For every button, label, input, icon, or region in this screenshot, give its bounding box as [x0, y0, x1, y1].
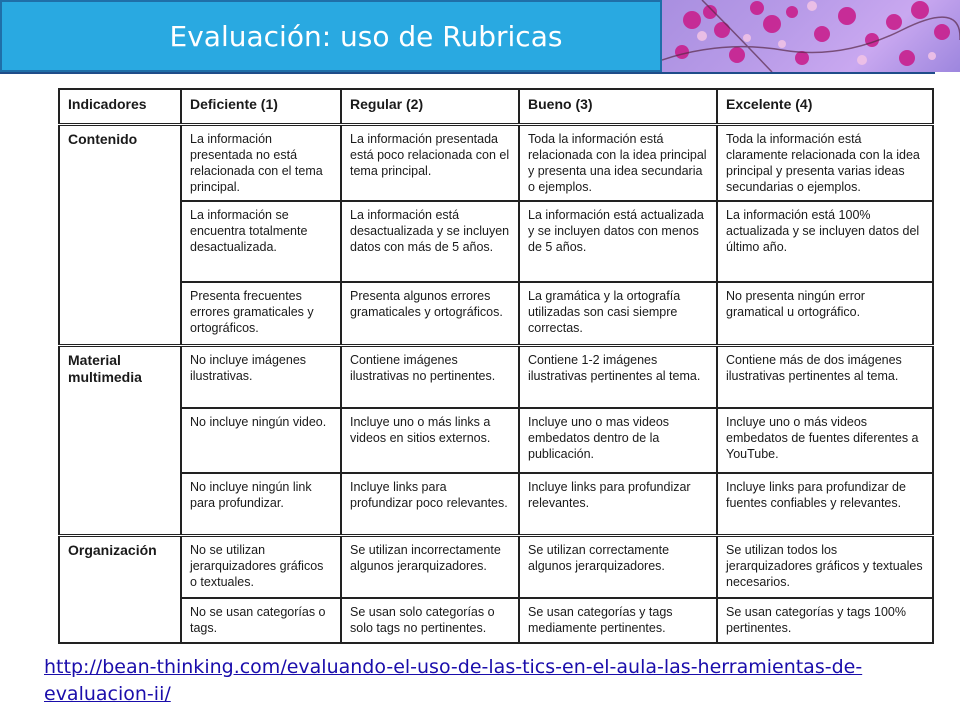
table-cell: Incluye uno o mas videos embedatos dentro de la publicación.: [519, 408, 717, 473]
table-cell: Contiene 1-2 imágenes ilustrativas pertinentes al tema.: [519, 345, 717, 408]
table-cell: No incluye ningún video.: [181, 408, 341, 473]
table-row: [59, 282, 933, 345]
table-row: [59, 345, 933, 408]
table-cell: La gramática y la ortografía utilizadas son casi siempre correctas.: [519, 282, 717, 345]
table-row: [59, 201, 933, 282]
table-cell: Presenta frecuentes errores gramaticales y ortográficos.: [181, 282, 341, 345]
source-link[interactable]: http://bean-thinking.com/evaluando-el-uso-de-las-tics-en-el-aula-las-herramientas-de-evaluacion-ii/: [44, 656, 863, 705]
table-cell: Contiene más de dos imágenes ilustrativas pertinentes al tema.: [717, 345, 933, 408]
table-cell: La información se encuentra totalmente desactualizada.: [181, 201, 341, 282]
table-row: [59, 473, 933, 536]
table-cell: La información está actualizada y se incluyen datos con menos de 5 años.: [519, 201, 717, 282]
table-cell: Contiene imágenes ilustrativas no pertinentes.: [341, 345, 519, 408]
table-cell: Incluye links para profundizar poco relevantes.: [341, 473, 519, 536]
header-excelente: Excelente (4): [717, 89, 933, 125]
table-cell: Se utilizan todos los jerarquizadores gráficos y textuales necesarios.: [717, 536, 933, 599]
header-deficiente: Deficiente (1): [181, 89, 341, 125]
table-cell: Incluye links para profundizar relevantes.: [519, 473, 717, 536]
table-cell: No incluye imágenes ilustrativas.: [181, 345, 341, 408]
header-bueno: Bueno (3): [519, 89, 717, 125]
slide-title: Evaluación: uso de Rubricas: [169, 19, 563, 53]
table-cell: Se usan categorías y tags mediamente pertinentes.: [519, 598, 717, 643]
table-cell: Se utilizan correctamente algunos jerarquizadores.: [519, 536, 717, 599]
table-cell: Toda la información está relacionada con la idea principal y presenta una idea secundaria o ejemplos.: [519, 125, 717, 202]
table-cell: Se utilizan incorrectamente algunos jerarquizadores.: [341, 536, 519, 599]
table-cell: Incluye uno o más links a videos en sitios externos.: [341, 408, 519, 473]
title-bar: [0, 0, 662, 72]
table-cell: No incluye ningún link para profundizar.: [181, 473, 341, 536]
title-underline: [0, 72, 935, 74]
indicator-material-multimedia: Material multimedia: [59, 345, 181, 535]
header-regular: Regular (2): [341, 89, 519, 125]
rubric-table: [58, 88, 934, 644]
indicator-organizacion: Organización: [59, 536, 181, 643]
table-cell: Se usan solo categorías o solo tags no pertinentes.: [341, 598, 519, 643]
table-cell: La información está 100% actualizada y se incluyen datos del último año.: [717, 201, 933, 282]
table-row: [59, 598, 933, 643]
table-cell: Presenta algunos errores gramaticales y ortográficos.: [341, 282, 519, 345]
flower-image: [662, 0, 960, 72]
table-cell: Incluye links para profundizar de fuentes confiables y relevantes.: [717, 473, 933, 536]
table-cell: No se utilizan jerarquizadores gráficos o textuales.: [181, 536, 341, 599]
table-cell: La información está desactualizada y se incluyen datos con más de 5 años.: [341, 201, 519, 282]
table-row: [59, 125, 933, 202]
table-row: [59, 536, 933, 599]
indicator-contenido: Contenido: [59, 125, 181, 346]
table-cell: Se usan categorías y tags 100% pertinentes.: [717, 598, 933, 643]
table-cell: Incluye uno o más videos embedatos de fuentes diferentes a YouTube.: [717, 408, 933, 473]
table-cell: No presenta ningún error gramatical u ortográfico.: [717, 282, 933, 345]
header-indicadores: Indicadores: [59, 89, 181, 125]
table-cell: No se usan categorías o tags.: [181, 598, 341, 643]
table-cell: La información presentada no está relacionada con el tema principal.: [181, 125, 341, 202]
table-header-row: [59, 89, 933, 125]
table-cell: Toda la información está claramente relacionada con la idea principal y presenta varias ideas secundarias o ejemplos.: [717, 125, 933, 202]
table-cell: La información presentada está poco relacionada con el tema principal.: [341, 125, 519, 202]
table-row: [59, 408, 933, 473]
